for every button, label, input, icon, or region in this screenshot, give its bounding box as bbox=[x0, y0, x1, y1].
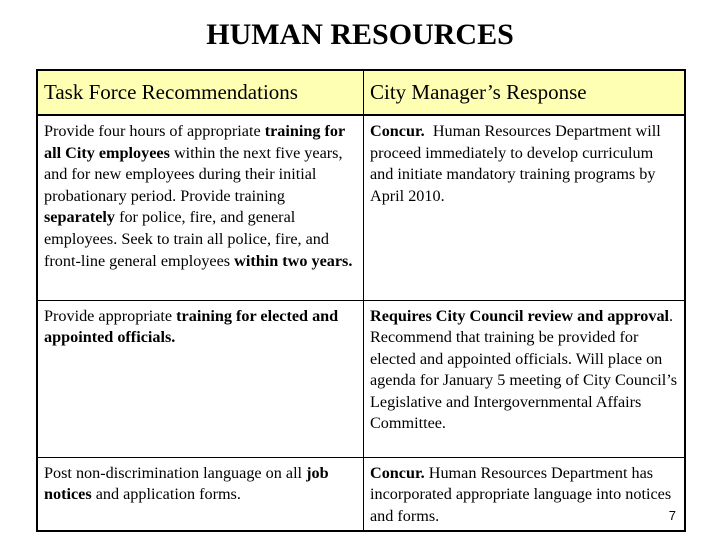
table-header-row bbox=[37, 70, 685, 115]
header-city-manager-response: City Manager’s Response bbox=[364, 70, 686, 115]
bold-text: Concur. bbox=[370, 122, 425, 140]
bold-text: within two years. bbox=[234, 251, 353, 270]
bold-text: training for elected and appointed officials. bbox=[44, 306, 339, 347]
table-row bbox=[37, 115, 685, 300]
text: Provide four hours of appropriate bbox=[44, 122, 265, 140]
text: Provide appropriate bbox=[44, 306, 177, 325]
recommendation-cell bbox=[37, 300, 364, 457]
table-row bbox=[37, 457, 685, 531]
bold-text: job notices bbox=[44, 463, 329, 504]
page-title: HUMAN RESOURCES bbox=[206, 18, 514, 51]
bold-text: Concur. bbox=[370, 463, 425, 482]
response-cell bbox=[364, 300, 686, 457]
table-row bbox=[37, 300, 685, 457]
text: for police, fire, and general employees. Seek to train all police, fire, and front-line general employees bbox=[44, 208, 329, 270]
response-cell bbox=[364, 115, 686, 300]
text: within the next five years, and for new employees during their initial probationary period. Provide training bbox=[44, 143, 343, 205]
bold-text: separately bbox=[44, 208, 116, 227]
recommendations-table bbox=[36, 69, 686, 532]
text: Post non-discrimination language on all bbox=[44, 463, 307, 482]
response-cell bbox=[364, 457, 686, 531]
text: Human Resources Department has incorporated appropriate language into notices and forms. bbox=[370, 463, 672, 525]
text: and application forms. bbox=[91, 485, 241, 504]
recommendation-cell bbox=[37, 457, 364, 531]
bold-text: training for all City employees bbox=[44, 122, 345, 162]
header-task-force-recommendations: Task Force Recommendations bbox=[37, 70, 364, 115]
page-number: 7 bbox=[668, 507, 676, 523]
text: . Recommend that training be provided for elected and appointed officials. Will place on agenda for January 5 meeting of City Council’s Legislative and Intergovernmental Affairs Committee. bbox=[370, 306, 678, 433]
recommendation-cell bbox=[37, 115, 364, 300]
bold-text: Requires City Council review and approval bbox=[370, 306, 670, 325]
text: Human Resources Department will proceed immediately to develop curriculum and initiate mandatory training programs by April 2010. bbox=[370, 122, 665, 205]
